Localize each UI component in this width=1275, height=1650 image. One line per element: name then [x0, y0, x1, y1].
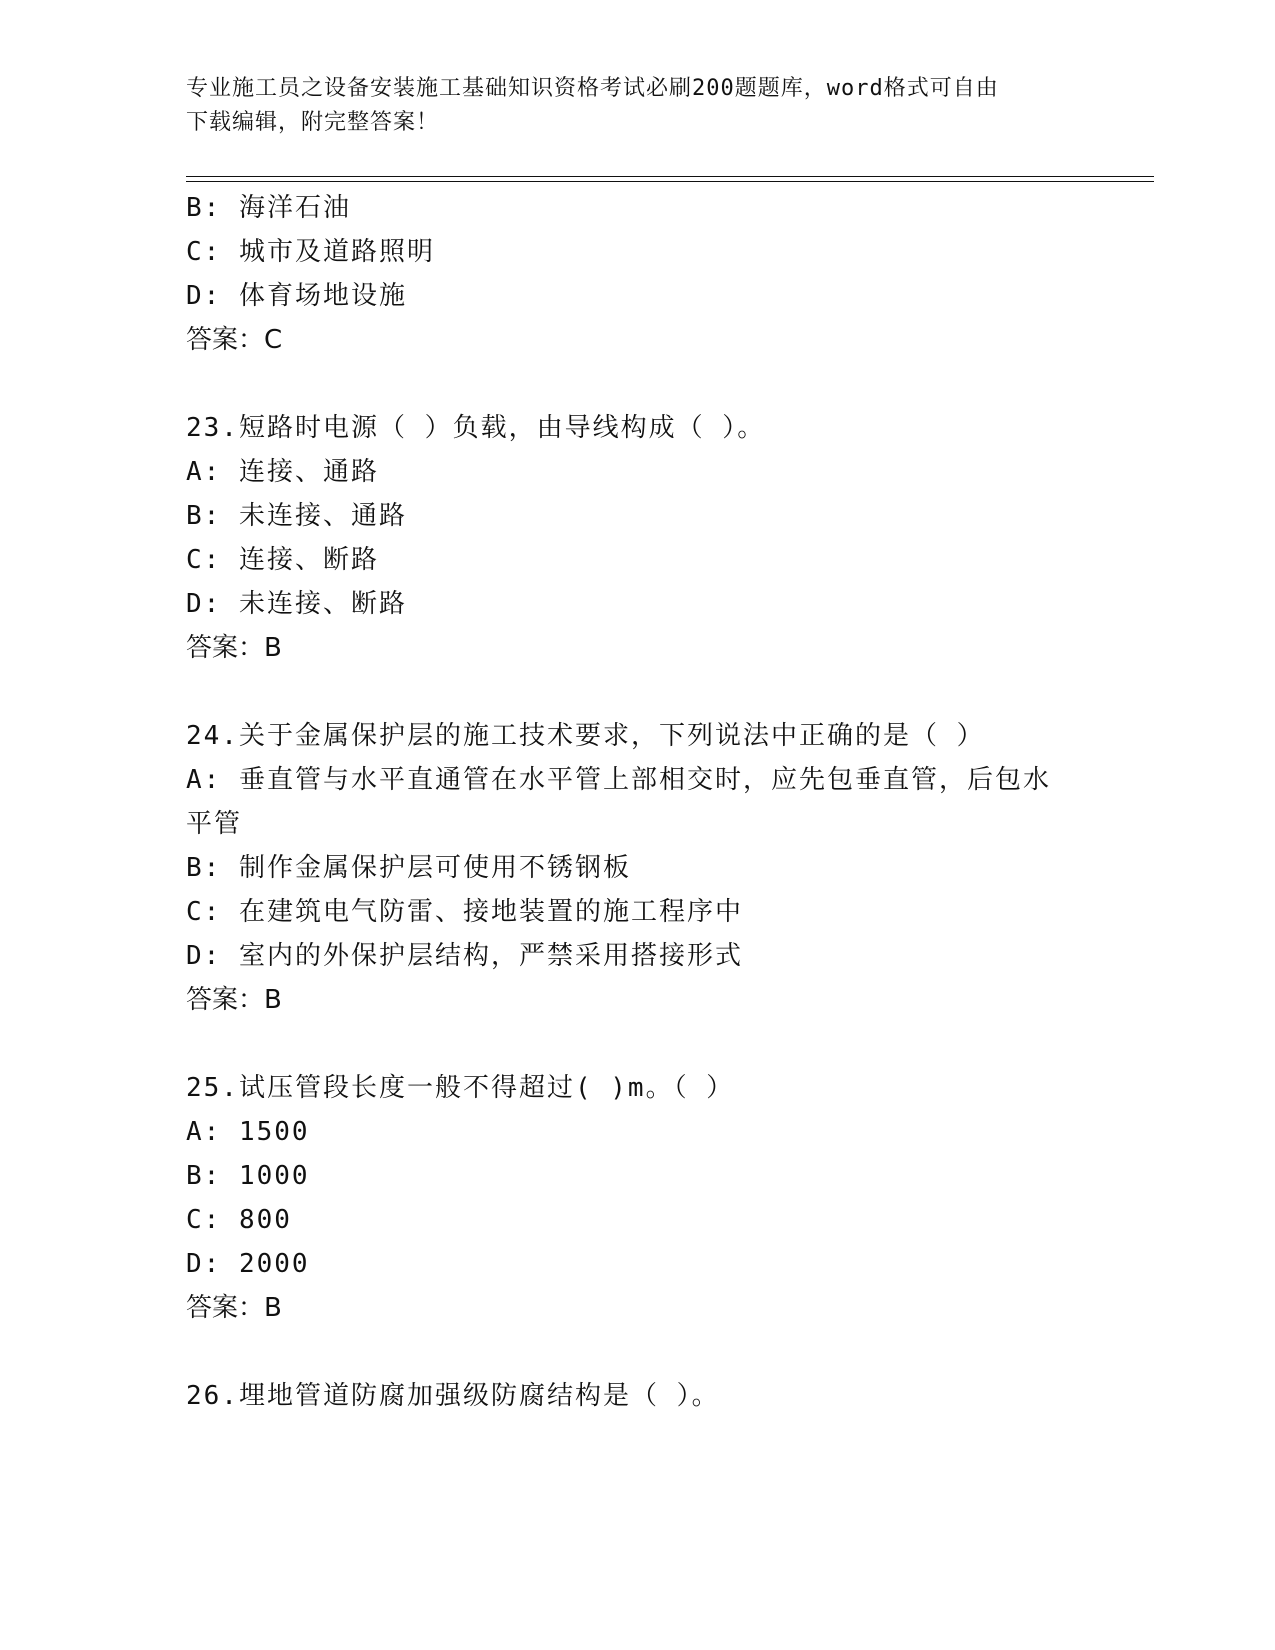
q24-option-d: D: 室内的外保护层结构，严禁采用搭接形式 — [186, 941, 743, 971]
q26-stem: 26.埋地管道防腐加强级防腐结构是（ ）。 — [186, 1381, 720, 1411]
q23-option-c: C: 连接、断路 — [186, 545, 379, 575]
q25-option-b: B: 1000 — [186, 1161, 310, 1191]
q22-option-d: D: 体育场地设施 — [186, 281, 407, 311]
header-line-2: 下载编辑，附完整答案！ — [186, 110, 440, 135]
q23-stem: 23.短路时电源（ ）负载，由导线构成（ ）。 — [186, 413, 766, 443]
header-divider-top — [186, 176, 1154, 177]
q25-option-d: D: 2000 — [186, 1249, 310, 1279]
q25-stem: 25.试压管段长度一般不得超过( )m。（ ） — [186, 1073, 735, 1103]
q24-option-a-line-2: 平管 — [186, 809, 243, 839]
q23-option-b: B: 未连接、通路 — [186, 501, 407, 531]
q24-answer: 答案：B — [186, 985, 282, 1015]
q22-option-b: B: 海洋石油 — [186, 193, 351, 223]
q24-option-b: B: 制作金属保护层可使用不锈钢板 — [186, 853, 631, 883]
q24-stem: 24.关于金属保护层的施工技术要求，下列说法中正确的是（ ） — [186, 721, 985, 751]
q23-option-a: A: 连接、通路 — [186, 457, 379, 487]
q25-option-c: C: 800 — [186, 1205, 292, 1235]
q25-option-a: A: 1500 — [186, 1117, 310, 1147]
q22-answer: 答案：C — [186, 325, 283, 355]
header-line-1: 专业施工员之设备安装施工基础知识资格考试必刷200题题库，word格式可自由 — [186, 76, 999, 101]
q25-answer: 答案：B — [186, 1293, 282, 1323]
header-divider-bottom — [186, 181, 1154, 182]
q23-answer: 答案：B — [186, 633, 282, 663]
document-header — [186, 72, 1066, 140]
q24-option-c: C: 在建筑电气防雷、接地装置的施工程序中 — [186, 897, 743, 927]
q22-option-c: C: 城市及道路照明 — [186, 237, 435, 267]
q24-option-a-line-1: A: 垂直管与水平直通管在水平管上部相交时，应先包垂直管，后包水 — [186, 765, 1051, 795]
q23-option-d: D: 未连接、断路 — [186, 589, 407, 619]
